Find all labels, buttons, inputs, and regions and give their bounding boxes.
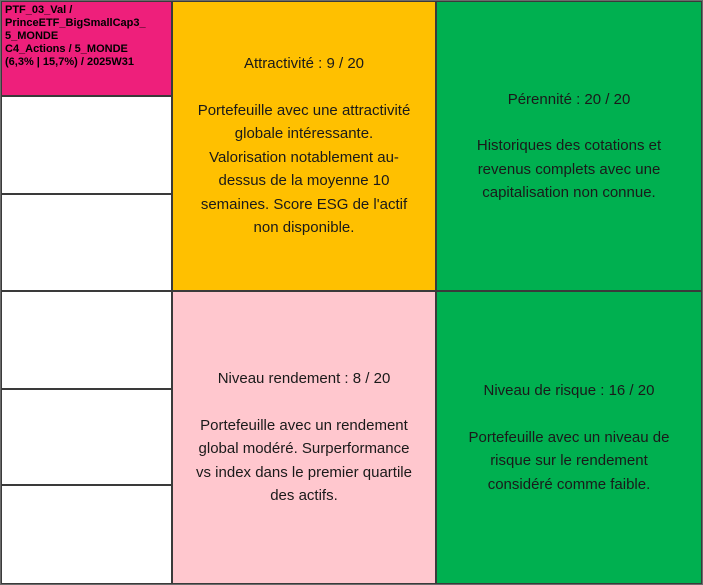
perennite-card <box>436 1 702 291</box>
header-line: PrinceETF_BigSmallCap3_ <box>5 17 146 29</box>
perennite-description: Historiques des cotations et revenus complets avec une capitalisation non connue. <box>476 137 662 201</box>
portfolio-header-cell <box>1 1 172 96</box>
attractivite-card <box>172 1 436 291</box>
risque-title: Niveau de risque : 16 / 20 <box>483 382 655 399</box>
risque-description: Portefeuille avec un niveau de risque sur le rendement considéré comme faible. <box>468 428 670 493</box>
rendement-card <box>172 291 436 584</box>
rendement-description: Portefeuille avec un rendement global modéré. Surperformance vs index dans le premier quartile des actifs. <box>196 416 412 505</box>
empty-cell <box>1 194 172 291</box>
perennite-title: Pérennité : 20 / 20 <box>507 90 631 108</box>
header-line: PTF_03_Val / <box>5 4 73 16</box>
empty-cell <box>1 291 172 389</box>
attractivite-title: Attractivité : 9 / 20 <box>243 55 365 73</box>
empty-cell <box>1 485 172 584</box>
header-line: C4_Actions / 5_MONDE <box>5 43 128 55</box>
empty-cell <box>1 96 172 194</box>
attractivite-description: Portefeuille avec une attractivité globale intéressante. Valorisation notablement au- dessus de la moyenne 10 semaines. Score ESG de l'actif non disponible. <box>197 101 411 237</box>
risque-card <box>436 291 702 584</box>
header-line: 5_MONDE <box>5 30 59 42</box>
empty-cell <box>1 389 172 485</box>
header-line: (6,3% | 15,7%) / 2025W31 <box>5 56 135 68</box>
rendement-title: Niveau rendement : 8 / 20 <box>217 370 391 388</box>
